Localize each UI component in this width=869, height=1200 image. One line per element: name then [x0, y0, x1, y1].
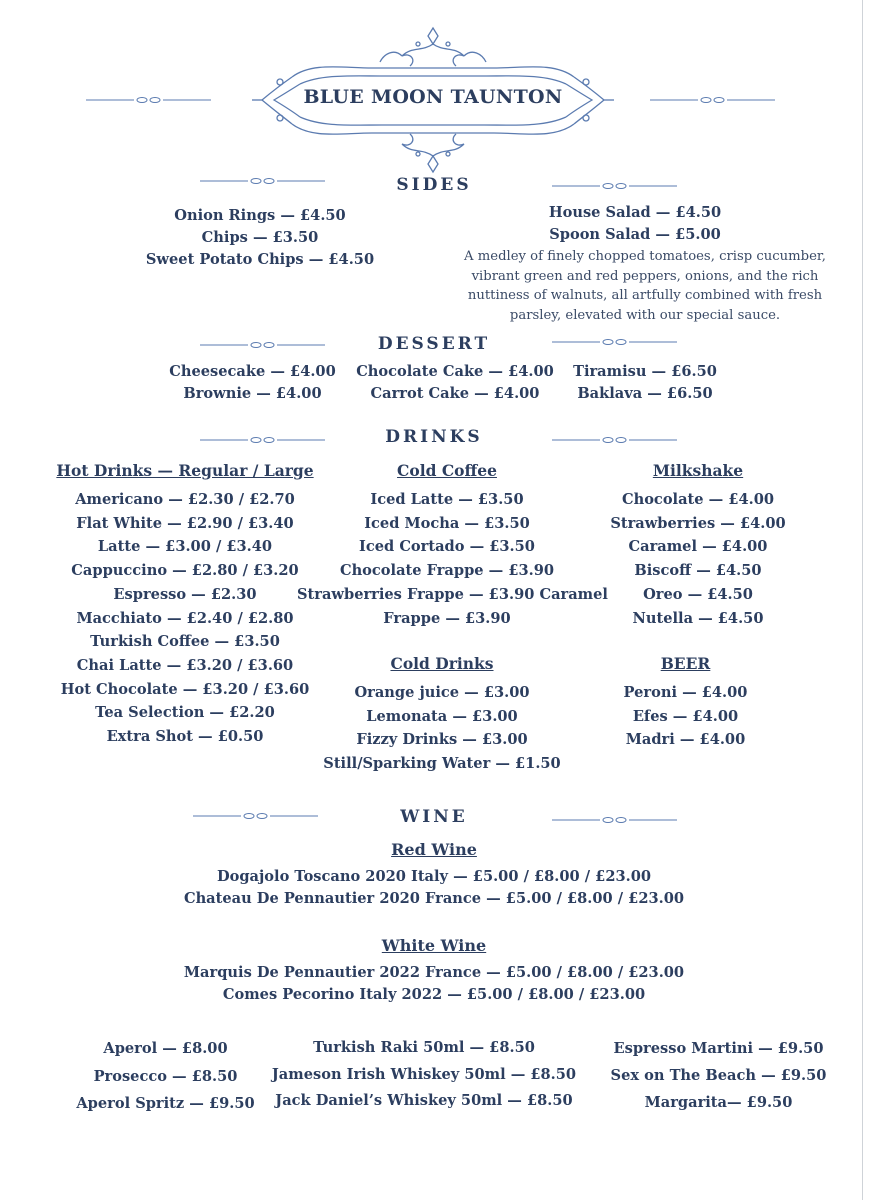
- spoon-salad-description: [440, 247, 850, 325]
- divider-ornament: [200, 176, 325, 186]
- menu-item: Peroni — £4.00: [623, 684, 748, 701]
- menu-item: Sex on The Beach — £9.50: [610, 1067, 827, 1084]
- menu-item: Biscoff — £4.50: [634, 562, 762, 580]
- menu-item: Strawberries Frappe — £3.90 Caramel: [297, 585, 608, 603]
- menu-item: Aperol Spritz — £9.50: [76, 1095, 255, 1112]
- divider-ornament: [193, 811, 318, 821]
- menu-item: Still/Sparking Water — £1.50: [323, 755, 561, 773]
- dessert-col-1: [160, 361, 345, 405]
- menu-item: Iced Mocha — £3.50: [364, 514, 530, 532]
- hot-drinks-heading: Hot Drinks — Regular / Large: [56, 461, 314, 480]
- menu-item: Lemonata — £3.00: [366, 707, 518, 725]
- menu-item: Spoon Salad — £5.00: [549, 226, 721, 243]
- description-line: parsley, elevated with our special sauce.: [509, 307, 781, 323]
- menu-item: Turkish Coffee — £3.50: [90, 633, 280, 651]
- description-line: A medley of finely chopped tomatoes, crisp cucumber,: [464, 249, 826, 264]
- menu-item: Brownie — £4.00: [183, 385, 322, 402]
- hot-drinks-list: [40, 461, 330, 749]
- cold-drinks-list: [322, 654, 562, 776]
- white-wine-list: [134, 936, 734, 1006]
- white-wine-heading: White Wine: [381, 936, 487, 955]
- menu-item: Chocolate — £4.00: [621, 491, 775, 508]
- menu-item: Chocolate Frappe — £3.90: [339, 562, 555, 580]
- drinks-title: DRINKS: [385, 427, 483, 447]
- menu-item: Turkish Raki 50ml — £8.50: [313, 1039, 535, 1056]
- red-wine-list: [134, 840, 734, 910]
- dessert-title: DESSERT: [377, 334, 491, 354]
- menu-item: Comes Pecorino Italy 2022 — £5.00 / £8.00 / £23.00: [222, 986, 646, 1003]
- menu-item: Frappe — £3.90: [383, 609, 511, 627]
- menu-item: Macchiato — £2.40 / £2.80: [76, 609, 294, 627]
- menu-item: Espresso — £2.30: [113, 585, 257, 603]
- milkshake-list: [598, 461, 798, 630]
- menu-item: Marquis De Pennautier 2022 France — £5.00 / £8.00 / £23.00: [183, 964, 685, 981]
- dessert-col-3: [565, 361, 725, 405]
- menu-item: House Salad — £4.50: [548, 204, 722, 221]
- menu-item: Efes — £4.00: [632, 707, 739, 725]
- cold-coffee-heading: Cold Coffee: [397, 461, 497, 480]
- divider-ornament: [552, 181, 677, 191]
- menu-item: Chocolate Cake — £4.00: [356, 363, 554, 380]
- beer-heading: BEER: [660, 654, 711, 673]
- menu-item: Cappuccino — £2.80 / £3.20: [71, 562, 299, 580]
- menu-item: Iced Latte — £3.50: [370, 491, 524, 508]
- divider-ornament: [552, 337, 677, 347]
- menu-item: Flat White — £2.90 / £3.40: [76, 514, 294, 532]
- menu-item: Onion Rings — £4.50: [174, 207, 346, 224]
- menu-item: Dogajolo Toscano 2020 Italy — £5.00 / £8.00 / £23.00: [216, 868, 652, 885]
- wine-title: WINE: [400, 807, 468, 827]
- beer-list: [598, 654, 773, 752]
- menu-item: Oreo — £4.50: [643, 585, 753, 603]
- spirits-col-3: [596, 1035, 841, 1116]
- divider-ornament: [650, 95, 775, 105]
- menu-item: Tea Selection — £2.20: [95, 704, 275, 722]
- milkshake-heading: Milkshake: [652, 461, 744, 480]
- menu-item: Iced Cortado — £3.50: [359, 538, 535, 556]
- menu-item: Tiramisu — £6.50: [573, 363, 717, 380]
- description-line: nuttiness of walnuts, all artfully combined with fresh: [467, 288, 823, 303]
- menu-item: Prosecco — £8.50: [93, 1067, 238, 1085]
- menu-item: Margarita— £9.50: [644, 1094, 793, 1111]
- menu-item: Nutella — £4.50: [632, 609, 764, 627]
- sides-left-list: [125, 204, 395, 271]
- spirits-col-1: [58, 1035, 273, 1118]
- restaurant-title: BLUE MOON TAUNTON: [303, 86, 563, 108]
- menu-item: Sweet Potato Chips — £4.50: [145, 250, 375, 268]
- red-wine-heading: Red Wine: [391, 840, 477, 859]
- menu-item: Orange juice — £3.00: [354, 684, 530, 701]
- divider-ornament: [86, 95, 211, 105]
- page-edge: [862, 0, 863, 1200]
- menu-item: Caramel — £4.00: [628, 538, 768, 556]
- dessert-col-2: [355, 361, 555, 405]
- spirits-col-2: [268, 1035, 580, 1115]
- menu-item: Jack Daniel’s Whiskey 50ml — £8.50: [275, 1092, 573, 1109]
- menu-item: Extra Shot — £0.50: [106, 728, 264, 746]
- divider-ornament: [200, 340, 325, 350]
- cold-coffee-list: [297, 461, 608, 630]
- divider-ornament: [552, 435, 677, 445]
- menu-item: Chateau De Pennautier 2020 France — £5.00 / £8.00 / £23.00: [183, 890, 685, 907]
- menu-item: Latte — £3.00 / £3.40: [97, 538, 273, 556]
- menu-item: Chai Latte — £3.20 / £3.60: [76, 656, 294, 674]
- menu-item: Fizzy Drinks — £3.00: [356, 731, 528, 749]
- menu-item: Carrot Cake — £4.00: [370, 385, 540, 402]
- description-line: vibrant green and red peppers, onions, and the rich: [471, 268, 819, 284]
- menu-item: Strawberries — £4.00: [610, 514, 786, 532]
- divider-ornament: [552, 815, 677, 825]
- sides-title: SIDES: [396, 175, 472, 195]
- menu-item: Baklava — £6.50: [577, 385, 713, 402]
- cold-drinks-heading: Cold Drinks: [390, 654, 494, 673]
- menu-item: Hot Chocolate — £3.20 / £3.60: [60, 680, 310, 698]
- menu-item: Chips — £3.50: [201, 228, 319, 246]
- menu-item: Americano — £2.30 / £2.70: [75, 491, 295, 508]
- menu-item: Madri — £4.00: [625, 731, 746, 749]
- divider-ornament: [200, 435, 325, 445]
- menu-item: Jameson Irish Whiskey 50ml — £8.50: [271, 1065, 577, 1083]
- menu-item: Espresso Martini — £9.50: [613, 1040, 824, 1057]
- sides-right-list: [515, 202, 755, 246]
- menu-item: Cheesecake — £4.00: [169, 363, 336, 380]
- menu-item: Aperol — £8.00: [103, 1040, 228, 1057]
